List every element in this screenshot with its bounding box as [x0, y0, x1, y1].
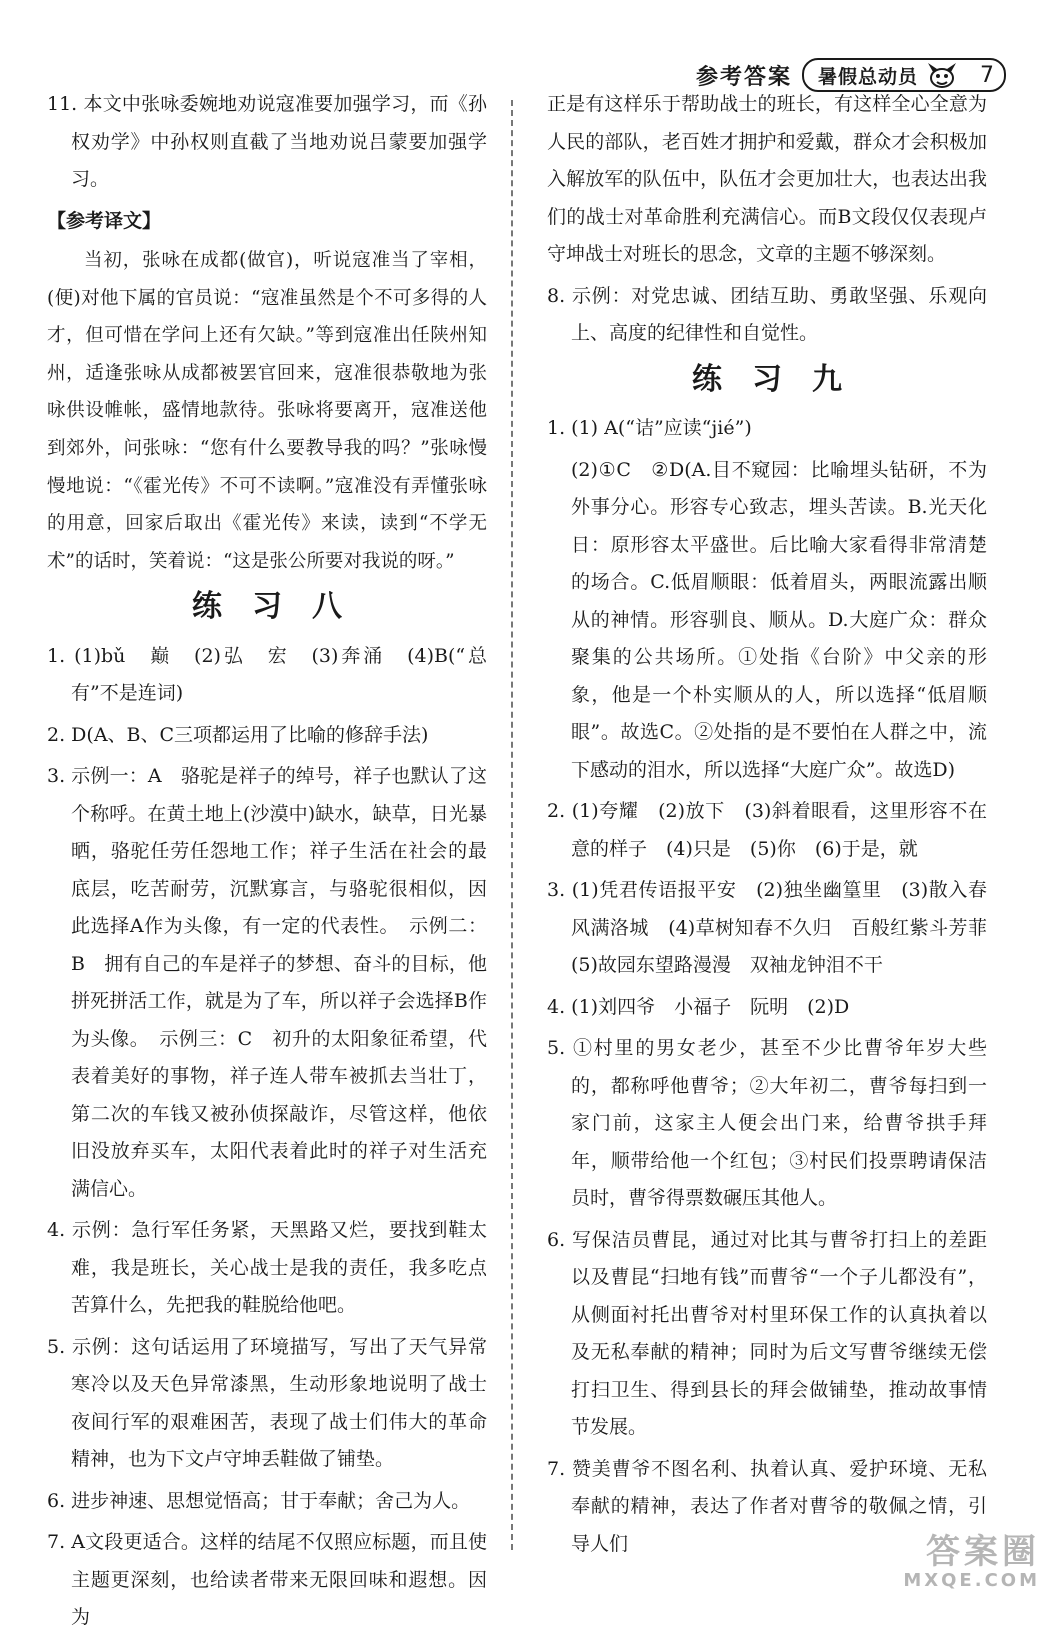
page-number: 7 — [980, 62, 994, 88]
header-title: 参考答案 — [695, 64, 792, 90]
header-brand: 暑假总动员 — [817, 65, 918, 88]
section-title-exercise-9: 练习九 — [692, 361, 872, 397]
answer-item: 7. 赞美曹爷不图名利、执着认真、爱护环境、无私奉献的精神，表达了作者对曹爷的敬佩之情，引导人们 — [547, 1457, 987, 1555]
answer-item: 4. 示例：急行军任务紧，天黑路又烂，要找到鞋太难，我是班长，关心战士是我的责任，我多吃点苦算什么，先把我的鞋脱给他吧。 — [47, 1219, 487, 1317]
answer-item: 6. 进步神速、思想觉悟高；甘于奉献；舍己为人。 — [47, 1489, 471, 1512]
watermark-logo — [890, 1534, 1040, 1594]
translation-text: 当初，张咏在成都(做官)，听说寇准当了宰相，(便)对他下属的官员说：“寇准虽然是个不可多得的人才，但可惜在学问上还有欠缺。”等到寇准出任陕州知州，适逢张咏从成都被罢官回来，寇准很恭敬地为张咏供设帷帐，盛情地款待。张咏将要离开，寇准送他到郊外，问张咏：“您有什么要教导我的吗？”张咏慢慢地说：“《霍光传》不可不读啊。”寇准没有弄懂张咏的用意，回家后取出《霍光传》来读，读到“不学无术”的话时，笑着说：“这是张公所要对我说的呀。” — [47, 250, 487, 572]
answer-item: 3. (1)凭君传语报平安 (2)独坐幽篁里 (3)散入春风满洛城 (4)草树知春不久归 百般红紫斗芳菲 (5)故园东望路漫漫 双袖龙钟泪不干 — [547, 879, 1007, 976]
answer-item: 5. 示例：这句话运用了环境描写，写出了天气异常寒冷以及天色异常漆黑，生动形象地说明了战士夜间行军的艰难困苦，表现了战士们伟大的革命精神，也为下文卢守坤丢鞋做了铺垫。 — [47, 1335, 487, 1471]
answer-item: 1. (1) A(“诘”应读“jié”) — [547, 417, 752, 439]
continuation-text: 正是有这样乐于帮助战士的班长，有这样全心全意为人民的部队，老百姓才拥护和爱戴，群众才会积极加入解放军的队伍中，队伍才会更加壮大，也表达出我们的战士对革命胜利充满信心。而B文段仅仅表现卢守坤战士对班长的思念，文章的主题不够深刻。 — [547, 93, 987, 265]
answer-item: 5. ①村里的男女老少，甚至不少比曹爷年岁大些的，都称呼他曹爷；②大年初二，曹爷每扫到一家门前，这家主人便会出门来，给曹爷拱手拜年，顺带给他一个红包；③村民们投票聘请保洁员时，曹爷得票数碾压其他人。 — [547, 1037, 987, 1209]
answer-item: 3. 示例一：A 骆驼是祥子的绰号，祥子也默认了这个称呼。在黄土地上(沙漠中)缺水，缺草，日光暴晒，骆驼任劳任怨地工作；祥子生活在社会的最底层，吃苦耐劳，沉默寡言，与骆驼很相似，因此选择A作为头像，有一定的代表性。 示例二：B 拥有自己的车是祥子的梦想、奋斗的目标，他拼死拼活工作，就是为了车，所以祥子会选择B作为头像。 示例三：C 初升的太阳象征希望，代表着美好的事物，祥子连人带车被抓去当壮丁，第二次的车钱又被孙侦探敲诈，尽管这样，他依旧没放弃买车，太阳代表着此时的祥子对生活充满信心。 — [47, 765, 487, 1200]
answer-item: 1. (1)bǔ 巅 (2)弘 宏 (3)奔涌 (4)B(“总有”不是连词) — [47, 644, 487, 705]
answer-item: 2. (1)夸耀 (2)放下 (3)斜着眼看，这里形容不在意的样子 (4)只是 (5)你 (6)于是，就 — [547, 800, 987, 860]
translation-tag: 【参考译文】 — [47, 209, 162, 232]
answer-item-11: 11. 本文中张咏委婉地劝说寇准要加强学习，而《孙权劝学》中孙权则直截了当地劝说吕蒙要加强学习。 — [47, 93, 487, 190]
answer-item: 4. (1)刘四爷 小福子 阮明 (2)D — [547, 995, 850, 1018]
answer-item: 7. A文段更适合。这样的结尾不仅照应标题，而且使主题更深刻，也给读者带来无限回味和遐想。因为 — [47, 1531, 487, 1629]
section-title-exercise-8: 练习八 — [192, 589, 372, 625]
left-column — [47, 86, 487, 1641]
answer-subitem: (2)①C ②D(A.目不窥园：比喻埋头钻研，不为外事分心。形容专心致志，埋头苦读。B.光天化日：原形容太平盛世。后比喻大家看得非常清楚的场合。C.低眉顺眼：低着眉头，两眼流露出顺从的神情。形容驯良、顺从。D.大庭广众：群众聚集的公共场所。①处指《台阶》中父亲的形象，他是一个朴实顺从的人，所以选择“低眉顺眼”。故选C。②处指的是不要怕在人群之中，流下感动的泪水，所以选择“大庭广众”。故选D) — [571, 458, 987, 781]
answer-item-8: 8. 示例：对党忠诚、团结互助、勇敢坚强、乐观向上、高度的纪律性和自觉性。 — [547, 284, 987, 344]
watermark-url: MXQE.COM — [903, 1570, 1040, 1591]
column-divider — [511, 100, 513, 1550]
watermark-mark: 答案圈 — [926, 1532, 1040, 1572]
answer-item: 6. 写保洁员曹昆，通过对比其与曹爷打扫上的差距以及曹昆“扫地有钱”而曹爷“一个子儿都没有”，从侧面衬托出曹爷对村里环保工作的认真执着以及无私奉献的精神；同时为后文写曹爷继续无偿打扫卫生、得到县长的拜会做铺垫，推动故事情节发展。 — [547, 1228, 987, 1438]
answer-item: 2. D(A、B、C三项都运用了比喻的修辞手法) — [47, 723, 429, 746]
